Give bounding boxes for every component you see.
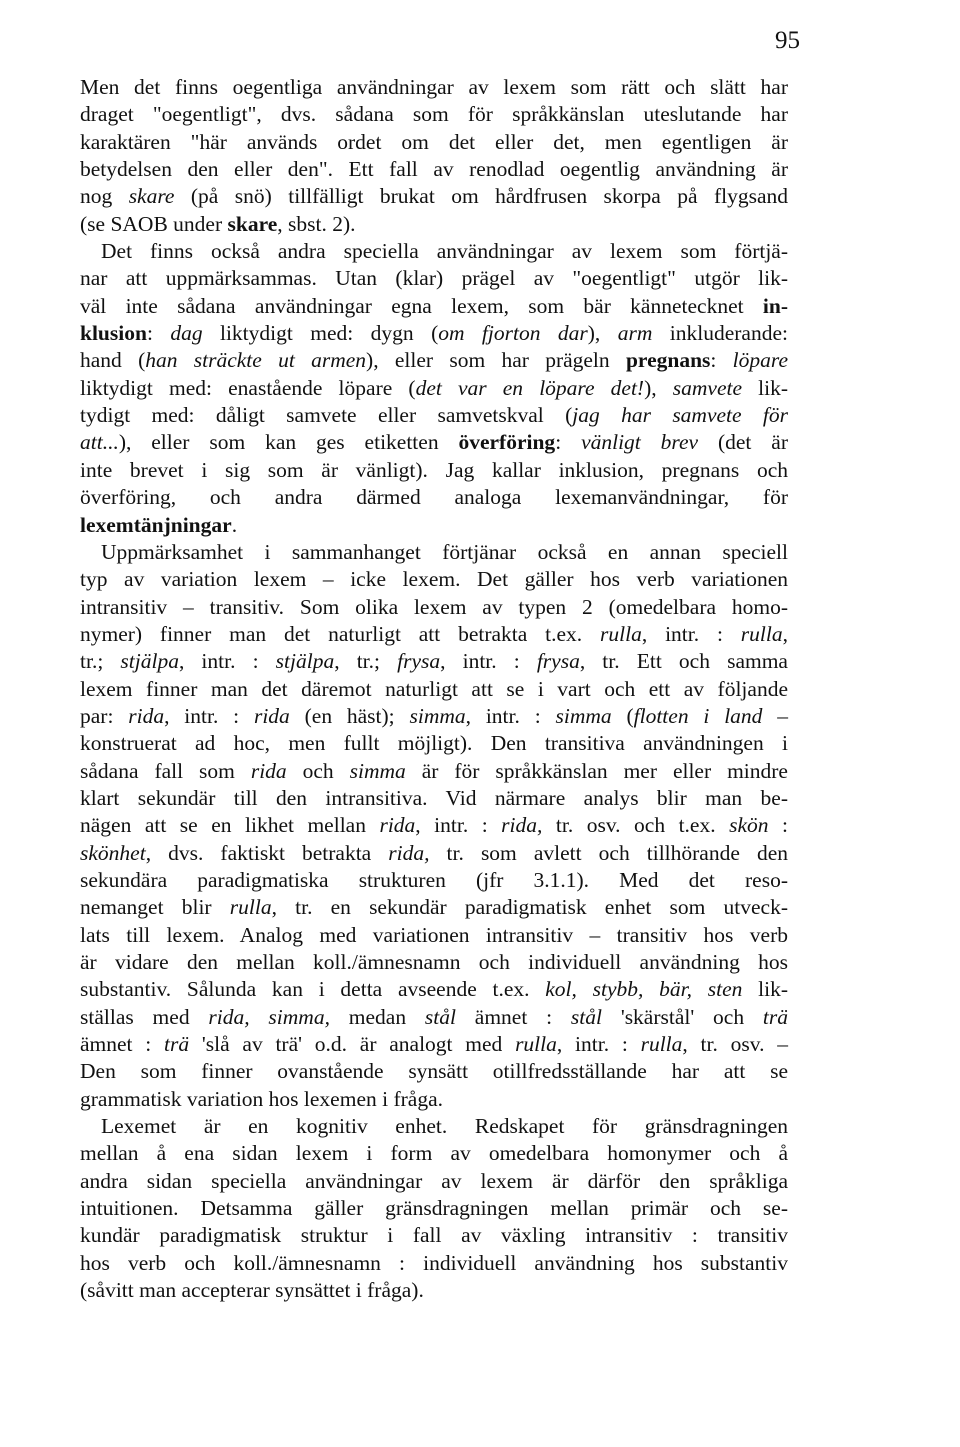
text-run: , tr.;	[334, 649, 398, 674]
italic-text: att...	[80, 430, 119, 455]
text-run: är vidare den mellan koll./ämnesnamn och individuell användning hos	[80, 950, 788, 974]
text-run: nog	[80, 184, 129, 209]
text-run: tr. osv. och t.ex.	[542, 813, 730, 838]
text-run: , tr. en sekundär paradigmatisk enhet som utveck-	[271, 895, 788, 920]
text-run: nar att uppmärksammas. Utan (klar) prägel av "oegentligt" utgör lik-	[80, 266, 788, 291]
text-run: karaktären "här används ordet om det eller det, men egentligen är	[80, 129, 788, 154]
text-run: 'slå av trä' o.d. är analogt med	[189, 1032, 516, 1057]
bold-term: in-	[762, 293, 788, 318]
italic-text: stjälpa	[275, 649, 335, 674]
text-run: ämnet :	[80, 1032, 165, 1057]
italic-text: arm	[617, 321, 653, 346]
text-run: , intr. :	[465, 703, 556, 728]
paragraph	[80, 238, 788, 539]
text-run: (det är	[698, 430, 788, 455]
text-run: är för språkkänslan mer eller mindre	[405, 758, 788, 783]
text-run: , sbst. 2).	[277, 211, 356, 236]
text-line	[80, 512, 788, 539]
text-run: Uppmärksamhet i sammanhanget förtjänar också en annan speciell	[101, 539, 788, 564]
italic-text: rulla	[640, 1032, 683, 1057]
italic-text: skön	[729, 813, 769, 838]
text-run: mellan å ena sidan lexem i form av omedelbara homonymer och å	[80, 1141, 788, 1166]
text-run: inte brevet i sig som är vänligt). Jag kallar inklusion, pregnans och	[80, 457, 788, 482]
text-run: .	[231, 512, 238, 537]
italic-text: rulla	[229, 895, 272, 920]
text-run: grammatisk variation hos lexemen i fråga.	[80, 1086, 443, 1111]
bold-term: skare	[227, 211, 278, 236]
text-line	[80, 1086, 788, 1113]
text-run: (såvitt man accepterar synsättet i fråga).	[80, 1278, 424, 1303]
text-run: draget "oegentligt", dvs. sådana som för språkkänslan uteslutande har	[80, 102, 788, 127]
text-run: lats till lexem. Analog med variationen intransitiv – transitiv hos verb	[80, 922, 788, 947]
text-line	[80, 539, 788, 566]
italic-text: rida	[128, 703, 165, 728]
text-run: tr. som avlett och tillhörande den	[429, 840, 788, 865]
text-run: sekundära paradigmatiska strukturen (jfr 3.1.1). Med det reso-	[80, 867, 788, 892]
italic-text: vänligt brev	[581, 430, 699, 455]
text-run: par:	[80, 703, 129, 728]
text-run: (se SAOB under	[80, 211, 228, 236]
italic-text: dag	[170, 321, 203, 346]
text-line	[80, 347, 788, 374]
text-line	[80, 156, 788, 183]
text-line	[80, 730, 788, 757]
italic-text: löpare	[732, 348, 788, 373]
text-run: kundär paradigmatisk struktur i fall av växling intransitiv : transitiv	[80, 1223, 788, 1248]
bold-term: lexemtänjningar	[80, 512, 232, 537]
text-line	[80, 840, 788, 867]
italic-text: rulla	[515, 1032, 557, 1057]
text-run: 'skärstål' och	[602, 1004, 763, 1029]
text-line	[80, 894, 788, 921]
text-line	[80, 922, 788, 949]
italic-text: stjälpa	[120, 649, 179, 674]
italic-text: stål	[424, 1004, 456, 1029]
text-line	[80, 1168, 788, 1195]
text-run: (en häst);	[289, 703, 410, 728]
italic-text: flotten i land	[633, 703, 763, 728]
text-run: väl inte sådana användningar egna lexem, som bär kännetecknet	[80, 293, 763, 318]
italic-text: simma	[555, 703, 612, 728]
text-line	[80, 949, 788, 976]
text-run: och	[286, 758, 350, 783]
text-run: ), eller som har prägeln	[366, 348, 626, 373]
italic-text: rida	[250, 758, 287, 783]
italic-text: stål	[570, 1004, 602, 1029]
text-line	[80, 129, 788, 156]
text-line	[80, 238, 788, 265]
italic-text: simma	[409, 703, 466, 728]
text-run: hand (	[80, 348, 146, 373]
text-run: , intr. :	[440, 649, 537, 674]
text-line	[80, 758, 788, 785]
text-line	[80, 429, 788, 456]
text-run: , intr. :	[641, 621, 741, 646]
italic-text: rulla	[600, 621, 642, 646]
italic-text: det var en löpare det!	[415, 375, 645, 400]
text-line	[80, 621, 788, 648]
text-line	[80, 457, 788, 484]
text-run: , dvs. faktiskt betrakta	[145, 840, 389, 865]
text-run: betydelsen den eller den". Ett fall av renodlad oegentlig användning är	[80, 157, 788, 182]
text-run: :	[146, 321, 171, 346]
text-line	[80, 1222, 788, 1249]
text-run: , intr. :	[178, 649, 276, 674]
text-line	[80, 402, 788, 429]
italic-text: rida, simma,	[208, 1004, 330, 1029]
text-run: lik-	[742, 375, 789, 400]
text-run: nymer) finner man det naturligt att betrakta t.ex.	[80, 621, 601, 646]
text-line	[80, 1277, 788, 1304]
italic-text: kol, stybb, bär, sten	[545, 977, 743, 1002]
text-run: ,	[782, 621, 788, 646]
text-line	[80, 594, 788, 621]
text-line	[80, 484, 788, 511]
text-run: ställas med	[80, 1004, 209, 1029]
text-run: :	[768, 813, 788, 838]
text-run: klart sekundär till den intransitiva. Vid närmare analys blir man be-	[80, 785, 788, 810]
text-run: liktydigt med: enastående löpare (	[80, 375, 416, 400]
paragraph	[80, 1113, 788, 1304]
body-text	[80, 74, 788, 1304]
text-run: Men det finns oegentliga användningar av lexem som rätt och slätt har	[80, 75, 788, 99]
text-run: (på snö) tillfälligt brukat om hårdfrusen skorpa på flygsand	[174, 184, 788, 209]
text-run: , tr. osv. –	[682, 1032, 788, 1057]
text-run: ämnet :	[455, 1004, 571, 1029]
text-run: tr.;	[80, 649, 121, 674]
text-line	[80, 211, 788, 238]
text-run: :	[555, 430, 582, 455]
text-run: inkluderande:	[652, 321, 788, 346]
text-run: , intr. :	[164, 703, 254, 728]
text-run: ),	[644, 375, 673, 400]
bold-term: klusion	[80, 321, 147, 346]
text-line	[80, 375, 788, 402]
text-run: överföring, och andra därmed analoga lexemanvändningar, för	[80, 485, 788, 510]
text-line	[80, 785, 788, 812]
text-line	[80, 1250, 788, 1277]
text-line	[80, 867, 788, 894]
text-line	[80, 183, 788, 210]
text-line	[80, 101, 788, 128]
text-line	[80, 648, 788, 675]
text-run: Lexemet är en kognitiv enhet. Redskapet för gränsdragningen	[101, 1114, 788, 1139]
text-run: Den som finner ovanstående synsätt otillfredsställande har att se	[80, 1059, 788, 1084]
text-run: intuitionen. Detsamma gäller gränsdragningen mellan primär och se-	[80, 1196, 788, 1221]
text-run: konstruerat ad hoc, men fullt möjligt). Den transitiva användningen i	[80, 731, 788, 756]
text-run: :	[710, 348, 733, 373]
text-run: , intr. :	[415, 813, 502, 838]
bold-term: överföring	[458, 430, 556, 455]
paragraph	[80, 74, 788, 238]
text-line	[80, 812, 788, 839]
text-line	[80, 1195, 788, 1222]
text-run: , tr. Ett och samma	[579, 649, 788, 674]
italic-text: han sträckte ut armen	[145, 348, 367, 373]
text-run: nemanget blir	[80, 895, 230, 920]
italic-text: rida,	[501, 813, 543, 838]
italic-text: rulla	[740, 621, 783, 646]
text-line	[80, 74, 788, 101]
text-line	[80, 1004, 788, 1031]
text-line	[80, 1031, 788, 1058]
text-run: nägen att se en likhet mellan	[80, 813, 380, 838]
text-line	[80, 265, 788, 292]
text-run: intransitiv – transitiv. Som olika lexem av typen 2 (omedelbara homo-	[80, 594, 788, 619]
text-run: , intr. :	[556, 1032, 641, 1057]
text-run: lexem finner man det däremot naturligt att se i vart och ett av följande	[80, 676, 788, 701]
text-line	[80, 293, 788, 320]
text-run: ), eller som kan ges etiketten	[118, 430, 459, 455]
italic-text: rida	[253, 703, 290, 728]
text-run: lik-	[742, 977, 788, 1002]
text-line	[80, 676, 788, 703]
text-run: andra sidan speciella användningar av lexem är därför den språkliga	[80, 1168, 788, 1193]
text-run: sådana fall som	[80, 758, 251, 783]
text-run: (	[611, 703, 634, 728]
text-run: liktydigt med: dygn (	[202, 321, 439, 346]
text-run: –	[762, 703, 788, 728]
text-line	[80, 1113, 788, 1140]
text-line	[80, 320, 788, 347]
italic-text: skönhet	[80, 840, 146, 865]
italic-text: trä	[762, 1004, 789, 1029]
italic-text: frysa	[397, 649, 441, 674]
text-run: substantiv. Sålunda kan i detta avseende t.ex.	[80, 977, 546, 1002]
italic-text: om fjorton dar	[438, 321, 588, 346]
bold-term: pregnans	[625, 348, 711, 373]
page-number: 95	[775, 27, 800, 54]
text-run: hos verb och koll./ämnesnamn : individuell användning hos substantiv	[80, 1250, 788, 1275]
italic-text: trä	[164, 1032, 190, 1057]
italic-text: frysa	[536, 649, 580, 674]
text-line	[80, 976, 788, 1003]
text-run: medan	[329, 1004, 425, 1029]
text-line	[80, 1058, 788, 1085]
text-line	[80, 566, 788, 593]
text-run: Det finns också andra speciella användningar av lexem som förtjä-	[101, 239, 788, 264]
text-line	[80, 1140, 788, 1167]
text-run: typ av variation lexem – icke lexem. Det gäller hos verb variationen	[80, 567, 788, 592]
italic-text: simma	[349, 758, 406, 783]
text-run: tydigt med: dåligt samvete eller samvetskval (	[80, 403, 573, 428]
paragraph	[80, 539, 788, 1113]
italic-text: skare	[128, 184, 175, 209]
italic-text: rida,	[388, 840, 430, 865]
italic-text: samvete	[672, 375, 743, 400]
italic-text: rida	[379, 813, 416, 838]
text-line	[80, 703, 788, 730]
italic-text: jag har samvete för	[572, 403, 788, 428]
text-run: ),	[587, 321, 618, 346]
